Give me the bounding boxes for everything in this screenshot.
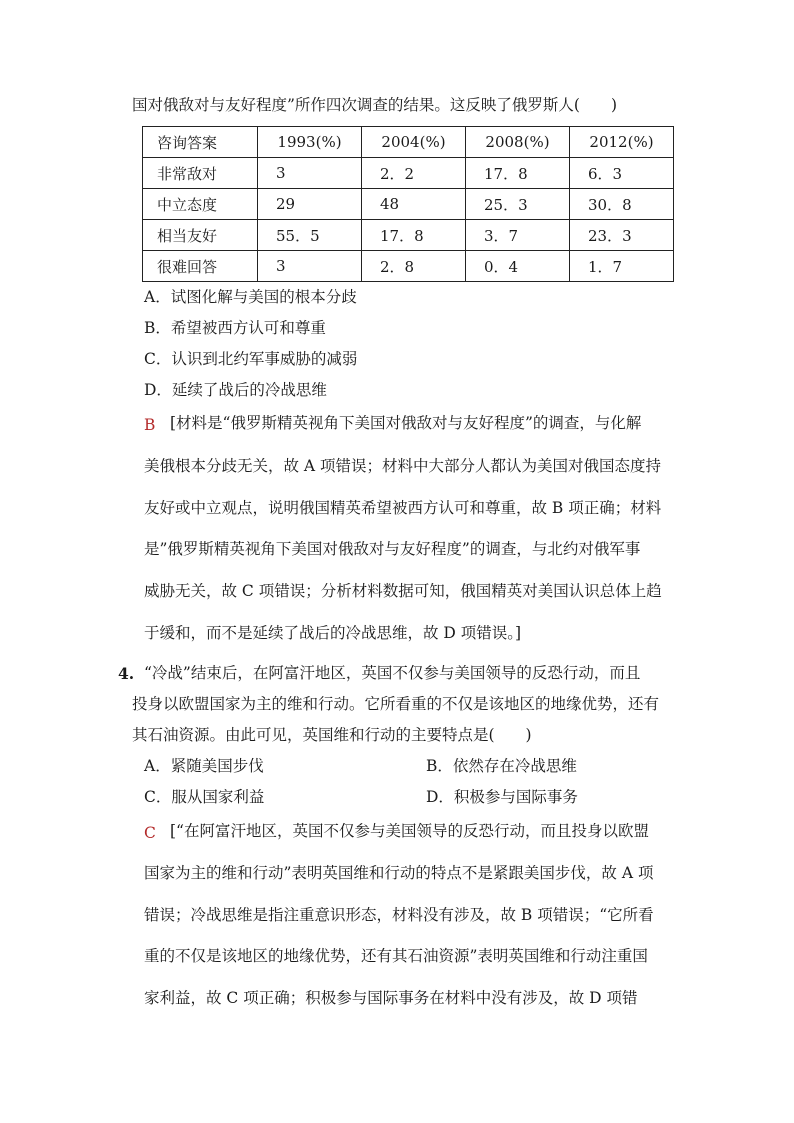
option-d: D．积极参与国际事务 [426, 788, 578, 806]
table-cell: 30．8 [570, 189, 674, 220]
answer-letter: C [144, 824, 156, 842]
table-header-row [143, 127, 674, 158]
table-header-cell: 1993(%) [258, 127, 362, 158]
table-header-cell: 2004(%) [362, 127, 466, 158]
explanation-line: 是”俄罗斯精英视角下美国对俄敌对与友好程度”的调查，与北约对俄军事 [144, 540, 641, 558]
table-cell: 55．5 [258, 220, 362, 251]
table-cell: 6．3 [570, 158, 674, 189]
table-row [143, 189, 674, 220]
table-cell: 相当友好 [143, 220, 258, 251]
table-cell: 3 [258, 251, 362, 282]
question-stem-line: 其石油资源。由此可见，英国维和行动的主要特点是( ) [132, 726, 532, 744]
table-cell: 17．8 [362, 220, 466, 251]
option-b: B．依然存在冷战思维 [426, 757, 577, 775]
option-b: B．希望被西方认可和尊重 [144, 319, 326, 337]
table-cell: 48 [362, 189, 466, 220]
table-row [143, 158, 674, 189]
table-row [143, 251, 674, 282]
explanation-line: [材料是“俄罗斯精英视角下美国对俄敌对与友好程度”的调查，与化解 [170, 414, 642, 432]
table-cell: 很难回答 [143, 251, 258, 282]
explanation-line: 国家为主的维和行动”表明英国维和行动的特点不是紧跟美国步伐，故 A 项 [144, 864, 654, 882]
table-header-cell: 2008(%) [466, 127, 570, 158]
table-cell: 2．8 [362, 251, 466, 282]
table-cell: 3 [258, 158, 362, 189]
option-a: A．紧随美国步伐 [144, 757, 264, 775]
explanation-line: 于缓和，而不是延续了战后的冷战思维，故 D 项错误。] [144, 624, 522, 642]
question-intro-line: 国对俄敌对与友好程度”所作四次调查的结果。这反映了俄罗斯人( ) [132, 96, 618, 114]
explanation-line: 友好或中立观点，说明俄国精英希望被西方认可和尊重，故 B 项正确；材料 [144, 499, 662, 517]
table-row [143, 220, 674, 251]
question-stem-line: 投身以欧盟国家为主的维和行动。它所看重的不仅是该地区的地缘优势，还有 [132, 695, 660, 713]
option-d: D．延续了战后的冷战思维 [144, 381, 327, 399]
option-c: C．认识到北约军事威胁的减弱 [144, 350, 358, 368]
table-header-cell: 2012(%) [570, 127, 674, 158]
table-cell: 2．2 [362, 158, 466, 189]
question-stem-line: “冷战”结束后，在阿富汗地区，英国不仅参与美国领导的反恐行动，而且 [144, 664, 641, 682]
explanation-line: 家利益，故 C 项正确；积极参与国际事务在材料中没有涉及，故 D 项错 [144, 989, 638, 1007]
table-cell: 3．7 [466, 220, 570, 251]
table-cell: 非常敌对 [143, 158, 258, 189]
explanation-line: 错误；冷战思维是指注重意识形态，材料没有涉及，故 B 项错误；“它所看 [144, 906, 654, 924]
table-cell: 1．7 [570, 251, 674, 282]
table-cell: 中立态度 [143, 189, 258, 220]
explanation-line: 威胁无关，故 C 项错误；分析材料数据可知，俄国精英对美国认识总体上趋 [144, 582, 662, 600]
table-cell: 17．8 [466, 158, 570, 189]
explanation-line: [“在阿富汗地区，英国不仅参与美国领导的反恐行动，而且投身以欧盟 [170, 822, 649, 840]
table-cell: 23．3 [570, 220, 674, 251]
option-c: C．服从国家利益 [144, 788, 265, 806]
table-cell: 25．3 [466, 189, 570, 220]
question-number: 4. [118, 664, 135, 683]
table-cell: 29 [258, 189, 362, 220]
option-a: A．试图化解与美国的根本分歧 [144, 288, 357, 306]
table-header-cell: 咨询答案 [143, 127, 258, 158]
explanation-line: 美俄根本分歧无关，故 A 项错误；材料中大部分人都认为美国对俄国态度持 [144, 457, 662, 475]
explanation-line: 重的不仅是该地区的地缘优势，还有其石油资源”表明英国维和行动注重国 [144, 947, 648, 965]
answer-letter: B [144, 416, 156, 434]
survey-table [142, 126, 674, 282]
table-cell: 0．4 [466, 251, 570, 282]
